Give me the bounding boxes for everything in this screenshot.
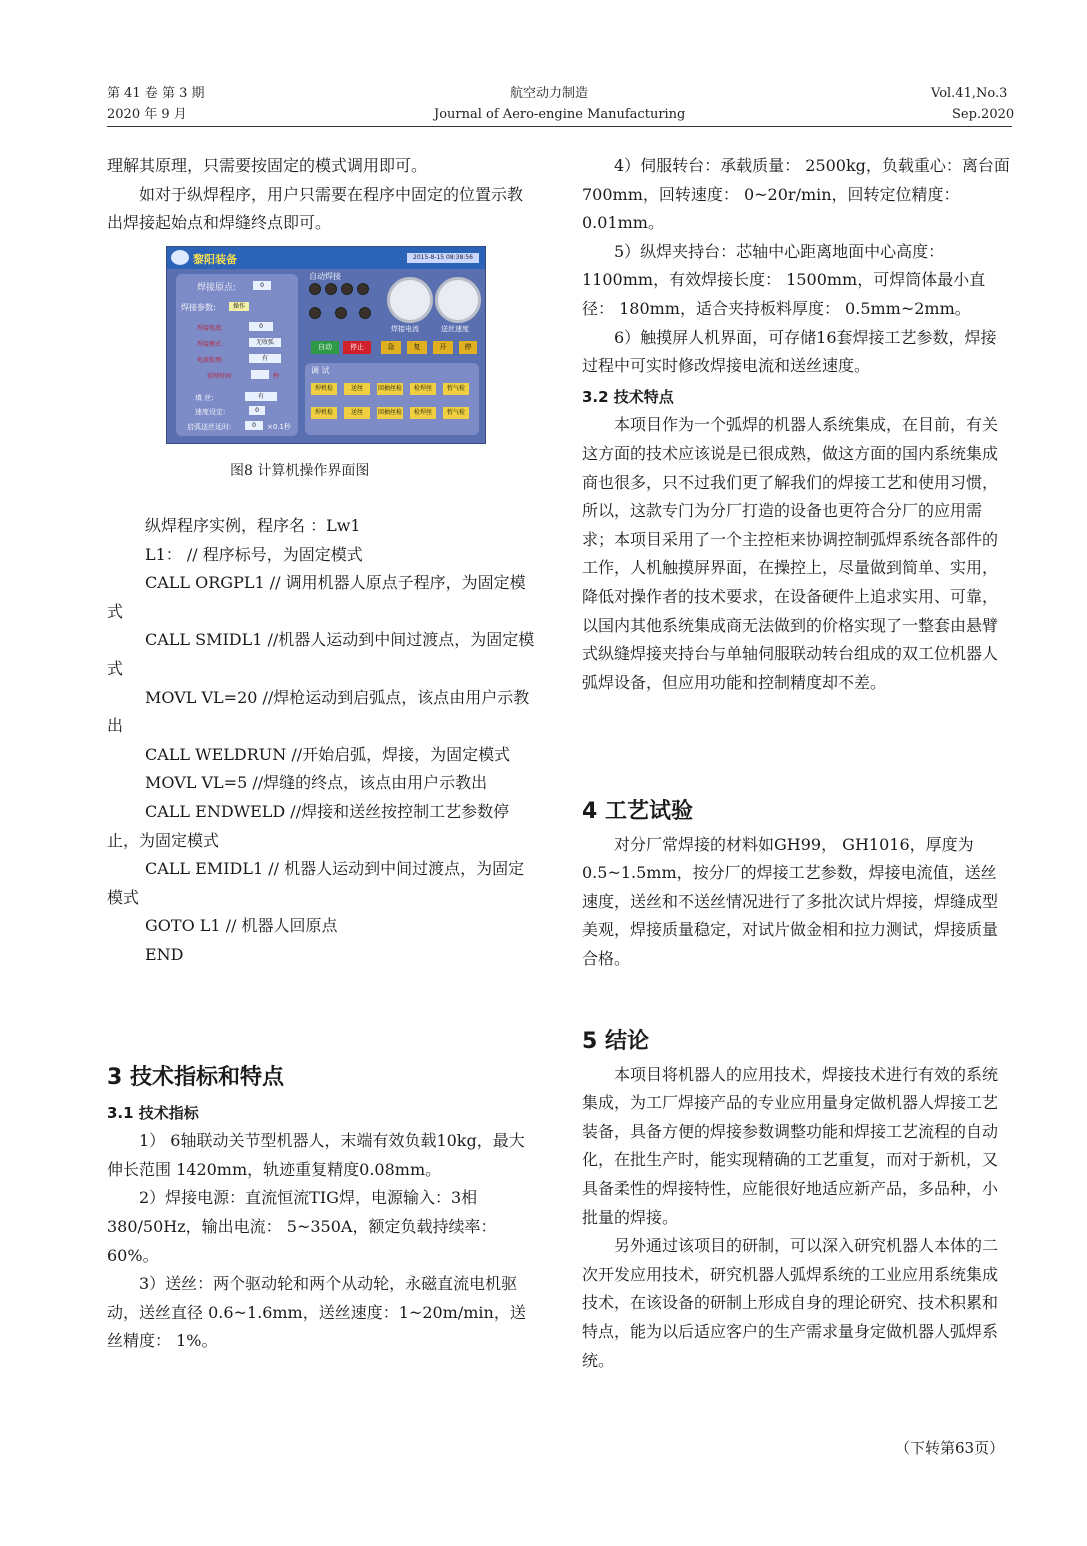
paragraph: 另外通过该项目的研制，可以深入研究机器人本体的二次开发应用技术，研究机器人弧焊系统的工业应用系统集成技术，在该设备的研制上形成自身的理论研究、技术积累和特点，能为以后适应客户的生产需求量身定做机器人弧焊系统。 xyxy=(582,1236,999,1370)
code-line: CALL EMIDL1 // 机器人运动到中间过渡点，为固定模式 xyxy=(107,859,525,907)
auto-button[interactable]: 自动 xyxy=(311,341,339,354)
test-button[interactable]: 焊机检 xyxy=(311,383,337,395)
paragraph: 4）伺服转台：承载质量： 2500kg，负载重心：离台面700mm，回转速度： 0~20r/min，回转定位精度： 0.01mm。 xyxy=(582,156,1010,233)
journal-volume: 第 41 卷 第 3 期 xyxy=(107,86,205,101)
test-button[interactable]: 回抽丝检 xyxy=(377,407,403,419)
hmi-speed-value[interactable]: 0 xyxy=(249,406,265,415)
paragraph: 5）纵焊夹持台：芯轴中心距离地面中心高度：1100mm，有效焊接长度： 1500mm，可焊筒体最小直径： 180mm，适合夹持板料厚度： 0.5mm~2mm。 xyxy=(582,241,986,318)
test-button[interactable]: 检焊丝 xyxy=(410,383,436,395)
right-column xyxy=(582,152,1012,697)
paragraph: 如对于纵焊程序，用户只需要在程序中固定的位置示教出焊接起始点和焊缝终点即可。 xyxy=(107,184,524,233)
hmi-wait-unit: ×0.1秒 xyxy=(267,423,291,431)
test-button[interactable]: 送丝 xyxy=(344,383,370,395)
figure-caption: 图8 计算机操作界面图 xyxy=(230,463,370,479)
section-4 xyxy=(582,798,1012,974)
hmi-current-label: 焊接电流: xyxy=(197,325,224,332)
hmi-date: 2015-8-15 08:38:56 xyxy=(407,253,479,263)
hmi-figure xyxy=(166,246,486,444)
wire-speed-gauge-icon xyxy=(435,277,481,323)
section-5 xyxy=(582,1028,1012,1375)
hmi-brand: 黎阳装备 xyxy=(193,253,237,266)
hmi-weld-source-label: 焊接原点: xyxy=(197,283,237,293)
header-rule xyxy=(107,126,1012,127)
hmi-delay-value[interactable] xyxy=(251,370,269,379)
test-button[interactable]: 暂气检 xyxy=(443,407,469,419)
hmi-button-c[interactable]: 开 xyxy=(433,341,453,354)
hmi-detect-value[interactable]: 有 xyxy=(249,354,281,363)
indicator-lamp-icon xyxy=(335,307,347,319)
hmi-button-d[interactable]: 停 xyxy=(459,341,477,354)
journal-name-en: Journal of Aero-engine Manufacturing xyxy=(434,107,686,122)
code-title: 纵焊程序实例，程序名 ：Lw1 xyxy=(145,516,361,535)
journal-date: 2020 年 9 月 xyxy=(107,107,187,122)
code-line: END xyxy=(145,944,184,964)
hmi-test-panel xyxy=(305,363,479,435)
paragraph: 本项目将机器人的应用技术，焊接技术进行有效的系统集成，为工厂焊接产品的专业应用量身定做机器人焊接工艺装备，具备方便的焊接参数调整功能和焊接工艺流程的自动化，在批生产时，能实现精确的工艺重复，而对于新机，又具备柔性的焊接特性，应能很好地适应新产品，多品种，小批量的焊接。 xyxy=(582,1064,999,1227)
code-line: CALL ENDWELD //焊接和送丝按控制工艺参数停止，为固定模式 xyxy=(107,801,510,850)
indicator-lamp-icon xyxy=(309,307,321,319)
paragraph: 3）送丝：两个驱动轮和两个从动轮，永磁直流电机驱动，送丝直径 0.6~1.6mm，送丝速度：1~20m/min，送丝精度： 1%。 xyxy=(107,1274,526,1351)
hmi-auto-title: 自动焊接 xyxy=(309,272,341,281)
code-line: GOTO L1 // 机器人回原点 xyxy=(145,916,338,936)
hmi-wait-label: 启弧送丝延时: xyxy=(187,423,232,431)
subsection-heading: 3.2 技术特点 xyxy=(582,387,674,406)
left-column xyxy=(107,152,537,238)
journal-vol-en: Vol.41,No.3 xyxy=(931,86,1008,101)
indicator-lamp-icon xyxy=(341,283,353,295)
paragraph: 2）焊接电源：直流恒流TIG焊，电源输入：3相380/50Hz，输出电流： 5~350A，额定负载持续率： 60%。 xyxy=(107,1188,497,1265)
indicator-lamp-icon xyxy=(325,283,337,295)
section-3 xyxy=(107,1064,537,1356)
hmi-wire-label: 填 丝: xyxy=(195,394,214,402)
continued-note: （下转第63页） xyxy=(895,1439,1005,1457)
current-gauge-icon xyxy=(387,277,433,323)
code-line: MOVL VL=5 //焊缝的终点，该点由用户示教出 xyxy=(145,773,488,793)
hmi-delay-label: 延时时间: xyxy=(207,373,234,380)
hmi-mode-label: 焊接模式: xyxy=(197,341,224,348)
hmi-weld-source-value[interactable]: 0 xyxy=(253,281,271,290)
hmi-wait-value[interactable]: 0 xyxy=(245,421,263,430)
paragraph: 6）触摸屏人机界面，可存储16套焊接工艺参数，焊接过程中可实时修改焊接电流和送丝速度。 xyxy=(582,327,997,376)
stop-button[interactable]: 停止 xyxy=(343,341,371,354)
paragraph: 对分厂常焊接的材料如GH99， GH1016，厚度为0.5~1.5mm，按分厂的焊接工艺参数，焊接电流值，送丝速度，送丝和不送丝情况进行了多批次试片焊接，焊缝成型美观，焊接质量稳定，对试片做金相和拉力测试，焊接质量合格。 xyxy=(582,834,999,968)
hmi-gauge2-label: 送丝速度 xyxy=(441,325,469,333)
hmi-detect-label: 电流检测: xyxy=(197,357,224,364)
hmi-gauge1-label: 焊接电流 xyxy=(391,325,419,333)
hmi-delay-unit: 秒 xyxy=(273,373,280,380)
indicator-lamp-icon xyxy=(357,283,369,295)
hmi-wire-value[interactable]: 有 xyxy=(245,392,277,401)
hmi-speed-label: 速度设定: xyxy=(195,408,226,416)
test-button[interactable]: 检焊丝 xyxy=(410,407,436,419)
section-heading: 5 结论 xyxy=(582,1029,649,1054)
journal-name-cn: 航空动力制造 xyxy=(510,86,589,101)
test-button[interactable]: 暂气检 xyxy=(443,383,469,395)
test-button[interactable]: 送丝 xyxy=(344,407,370,419)
indicator-lamp-icon xyxy=(359,307,371,319)
hmi-mode-value[interactable]: 无收弧 xyxy=(249,338,281,347)
code-listing xyxy=(107,512,537,970)
test-button[interactable]: 焊机检 xyxy=(311,407,337,419)
code-line: CALL SMIDL1 //机器人运动到中间过渡点，为固定模式 xyxy=(107,630,535,678)
hmi-button-a[interactable]: 急 xyxy=(381,341,401,354)
paragraph: 本项目作为一个弧焊的机器人系统集成，在目前，有关这方面的技术应该说是已很成熟，做这方面的国内系统集成商也很多，只不过我们更了解我们的焊接工艺和使用习惯，所以，这款专门为分厂打造的设备也更符合分厂的应用需求；本项目采用了一个主控柜来协调控制弧焊系统各部件的工作，人机触摸屏界面，在操控上，尽量做到简单、实用，降低对操作者的技术要求，在设备硬件上追求实用、可靠，以国内其他系统集成商无法做到的价格实现了一整套由悬臂式纵缝焊接夹持台与单轴伺服联动转台组成的双工位机器人弧焊设备，但应用功能和控制精度却不差。 xyxy=(582,415,999,692)
test-button[interactable]: 回抽丝检 xyxy=(377,383,403,395)
hmi-params-button[interactable]: 操作 xyxy=(229,302,249,311)
paragraph: 理解其原理，只需要按固定的模式调用即可。 xyxy=(107,156,428,175)
company-logo-icon xyxy=(171,250,189,265)
code-line: CALL WELDRUN //开始启弧，焊接，为固定模式 xyxy=(145,744,511,764)
indicator-lamp-icon xyxy=(309,283,321,295)
journal-date-en: Sep.2020 xyxy=(952,107,1015,122)
code-line: CALL ORGPL1 // 调用机器人原点子程序，为固定模式 xyxy=(107,573,526,621)
code-line: L1： // 程序标号，为固定模式 xyxy=(145,544,363,564)
hmi-current-value[interactable]: 0 xyxy=(249,322,273,331)
section-heading: 3 技术指标和特点 xyxy=(107,1065,284,1090)
hmi-params-label: 焊接参数: xyxy=(181,303,216,312)
hmi-button-b[interactable]: 复 xyxy=(407,341,427,354)
code-line: MOVL VL=20 //焊枪运动到启弧点，该点由用户示教出 xyxy=(107,687,530,736)
subsection-heading: 3.1 技术指标 xyxy=(107,1103,199,1122)
section-heading: 4 工艺试验 xyxy=(582,799,693,824)
paragraph: 1） 6轴联动关节型机器人，末端有效负载10kg，最大伸长范围 1420mm，轨迹重复精度0.08mm。 xyxy=(107,1131,525,1179)
hmi-test-title: 调 试 xyxy=(311,366,330,375)
